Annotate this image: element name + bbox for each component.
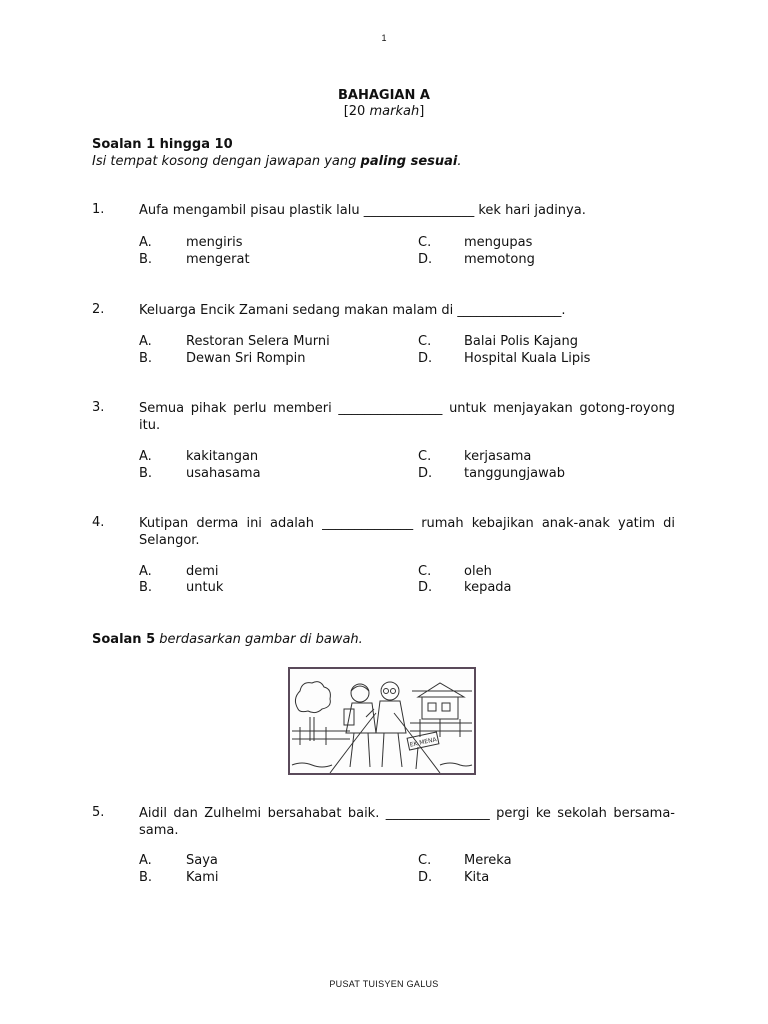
question-number: 3.: [92, 400, 105, 415]
option-label: D.: [418, 466, 433, 481]
option-text: untuk: [186, 580, 224, 595]
option-text: Restoran Selera Murni: [186, 334, 330, 349]
picture-instruction: [92, 632, 363, 647]
marks-word: markah: [369, 104, 420, 119]
option-text: Kami: [186, 870, 219, 885]
picture-two-boys-walking: [288, 667, 476, 775]
option-text: Saya: [186, 853, 218, 868]
question-text: Aidil dan Zulhelmi bersahabat baik. ________________ pergi ke sekolah bersama-sama.: [139, 806, 675, 838]
option-label: A.: [139, 853, 152, 868]
option-text: Dewan Sri Rompin: [186, 351, 306, 366]
question-number: 1.: [92, 202, 105, 217]
question-text: Keluarga Encik Zamani sedang makan malam di ________________.: [139, 303, 566, 318]
footer-text: PUSAT TUISYEN GALUS: [329, 979, 439, 989]
option-text: demi: [186, 564, 219, 579]
instruction-text-a: Isi tempat kosong dengan jawapan yang: [92, 154, 361, 169]
option-label: B.: [139, 252, 153, 267]
section-title: BAHAGIAN A: [338, 88, 430, 103]
option-text: Hospital Kuala Lipis: [464, 351, 591, 366]
option-text: oleh: [464, 564, 492, 579]
sign-text: EK MENA: [409, 736, 438, 749]
option-label: C.: [418, 449, 432, 464]
question-text: Kutipan derma ini adalah ______________ rumah kebajikan anak-anak yatim di Selangor.: [139, 516, 675, 548]
section-marks: [0, 104, 768, 119]
option-text: usahasama: [186, 466, 261, 481]
option-label: B.: [139, 351, 153, 366]
picture-instruction-bold: Soalan 5: [92, 632, 156, 647]
line-drawing-illustration: [290, 669, 474, 773]
question-text: Aufa mengambil pisau plastik lalu _________________ kek hari jadinya.: [139, 203, 586, 218]
option-text: kepada: [464, 580, 512, 595]
option-text: Kita: [464, 870, 490, 885]
option-text: mengiris: [186, 235, 243, 250]
instruction-text-bold: paling sesuai: [360, 154, 458, 169]
option-label: C.: [418, 564, 432, 579]
option-label: D.: [418, 580, 433, 595]
option-label: A.: [139, 235, 152, 250]
marks-close: ]: [419, 104, 425, 119]
marks-open: [20: [343, 104, 370, 119]
option-label: C.: [418, 853, 432, 868]
option-text: mengerat: [186, 252, 250, 267]
option-text: memotong: [464, 252, 535, 267]
option-label: C.: [418, 235, 432, 250]
option-label: B.: [139, 580, 153, 595]
question-text: Semua pihak perlu memberi ________________ untuk menjayakan gotong-royong itu.: [139, 401, 675, 433]
page-number: 1: [381, 33, 387, 43]
option-text: kakitangan: [186, 449, 259, 464]
picture-instruction-italic: berdasarkan gambar di bawah.: [155, 632, 363, 647]
option-label: A.: [139, 334, 152, 349]
option-text: mengupas: [464, 235, 533, 250]
option-label: B.: [139, 466, 153, 481]
option-text: tanggungjawab: [464, 466, 565, 481]
option-text: Mereka: [464, 853, 512, 868]
option-label: C.: [418, 334, 432, 349]
option-label: A.: [139, 449, 152, 464]
option-text: kerjasama: [464, 449, 532, 464]
option-label: B.: [139, 870, 153, 885]
question-number: 5.: [92, 805, 105, 820]
instruction-text: [92, 154, 462, 169]
question-number: 2.: [92, 302, 105, 317]
instruction-text-end: .: [457, 154, 462, 169]
question-number: 4.: [92, 515, 105, 530]
instruction-heading: Soalan 1 hingga 10: [92, 137, 233, 152]
option-text: Balai Polis Kajang: [464, 334, 578, 349]
option-label: D.: [418, 351, 433, 366]
option-label: A.: [139, 564, 152, 579]
option-label: D.: [418, 252, 433, 267]
option-label: D.: [418, 870, 433, 885]
